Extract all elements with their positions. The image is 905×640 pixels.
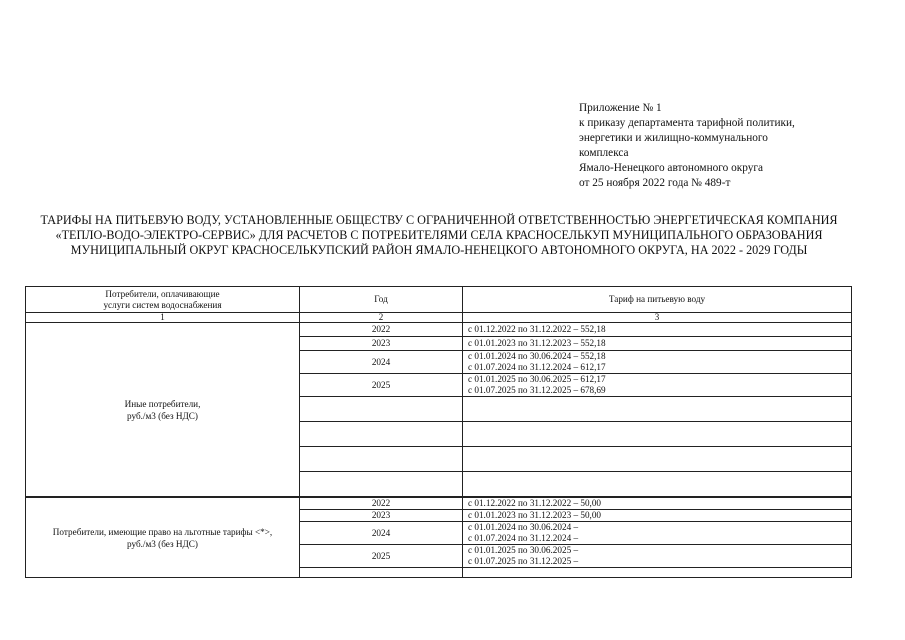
tariff-line: с 01.01.2024 по 30.06.2024 – [468,522,579,532]
header-consumers-line: Потребители, оплачивающие [105,288,220,299]
table-row [26,323,852,337]
year-cell: 2024 [300,351,463,374]
header-year: Год [300,287,463,313]
tariff-line: с 01.01.2025 по 30.06.2025 – 612,17 [468,374,606,384]
appendix-line: Ямало-Ненецкого автономного округа [579,162,764,174]
appendix-line: энергетики и жилищно-коммунального [579,132,768,144]
appendix-line: Приложение № 1 [579,102,662,114]
year-cell: 2024 [300,522,463,545]
tariff-line: с 01.07.2024 по 31.12.2024 – 612,17 [468,362,606,372]
empty-cell [300,422,463,447]
tariff-cell: с 01.12.2022 по 31.12.2022 – 552,18 [463,323,852,337]
empty-cell [300,447,463,472]
tariff-line: с 01.07.2025 по 31.12.2025 – 678,69 [468,385,606,395]
column-number: 3 [463,313,852,323]
tariff-cell: с 01.01.2023 по 31.12.2023 – 552,18 [463,337,852,351]
empty-cell [463,568,852,578]
tariff-cell [463,374,852,397]
empty-cell [300,397,463,422]
empty-cell [300,472,463,498]
tariff-cell [463,545,852,568]
header-tariff: Тариф на питьевую воду [463,287,852,313]
empty-cell [300,568,463,578]
tariff-cell [463,351,852,374]
column-number: 2 [300,313,463,323]
tariff-line: с 01.01.2025 по 30.06.2025 – [468,545,579,555]
consumer-category-other [26,323,300,498]
consumer-line: руб./м3 (без НДС) [127,410,198,421]
empty-cell [463,447,852,472]
table-header-row [26,287,852,313]
column-number-row [26,313,852,323]
tariff-cell [463,522,852,545]
consumer-category-preferential [26,497,300,578]
empty-cell [463,472,852,498]
tariff-line: с 01.01.2024 по 30.06.2024 – 552,18 [468,351,606,361]
appendix-line: от 25 ноября 2022 года № 489-т [579,177,731,189]
tariff-line: с 01.07.2025 по 31.12.2025 – [468,556,579,566]
appendix-line: к приказу департамента тарифной политики, [579,117,795,129]
appendix-block [579,101,879,191]
header-consumers [26,287,300,313]
year-cell: 2022 [300,497,463,510]
table-row [26,497,852,510]
year-cell: 2025 [300,374,463,397]
tariff-line: с 01.07.2024 по 31.12.2024 – [468,533,579,543]
tariff-cell: с 01.01.2023 по 31.12.2023 – 50,00 [463,510,852,522]
document-title: ТАРИФЫ НА ПИТЬЕВУЮ ВОДУ, УСТАНОВЛЕННЫЕ ОБЩЕСТВУ С ОГРАНИЧЕННОЙ ОТВЕТСТВЕННОСТЬЮ ЭНЕРГЕТИЧЕСКАЯ КОМПАНИЯ «ТЕПЛО-ВОДО-ЭЛЕКТРО-СЕРВИС» ДЛЯ РАСЧЕТОВ С ПОТРЕБИТЕЛЯМИ СЕЛА КРАСНОСЕЛЬКУП МУНИЦИПАЛЬНОГО ОБРАЗОВАНИЯ МУНИЦИПАЛЬНЫЙ ОКРУГ КРАСНОСЕЛЬКУПСКИЙ РАЙОН ЯМАЛО-НЕНЕЦКОГО АВТОНОМНОГО ОКРУГА, НА 2022 - 2029 ГОДЫ [40,213,838,257]
year-cell: 2025 [300,545,463,568]
consumer-line: Потребители, имеющие право на льготные тарифы <*>, [52,526,273,537]
column-number: 1 [26,313,300,323]
year-cell: 2022 [300,323,463,337]
year-cell: 2023 [300,337,463,351]
consumer-line: Иные потребители, [124,398,201,409]
consumer-line: руб./м3 (без НДС) [127,538,198,549]
empty-cell [463,422,852,447]
tariff-cell: с 01.12.2022 по 31.12.2022 – 50,00 [463,497,852,510]
empty-cell [463,397,852,422]
appendix-line: комплекса [579,147,629,159]
year-cell: 2023 [300,510,463,522]
header-consumers-line: услуги систем водоснабжения [103,299,222,310]
tariff-table [25,286,852,578]
